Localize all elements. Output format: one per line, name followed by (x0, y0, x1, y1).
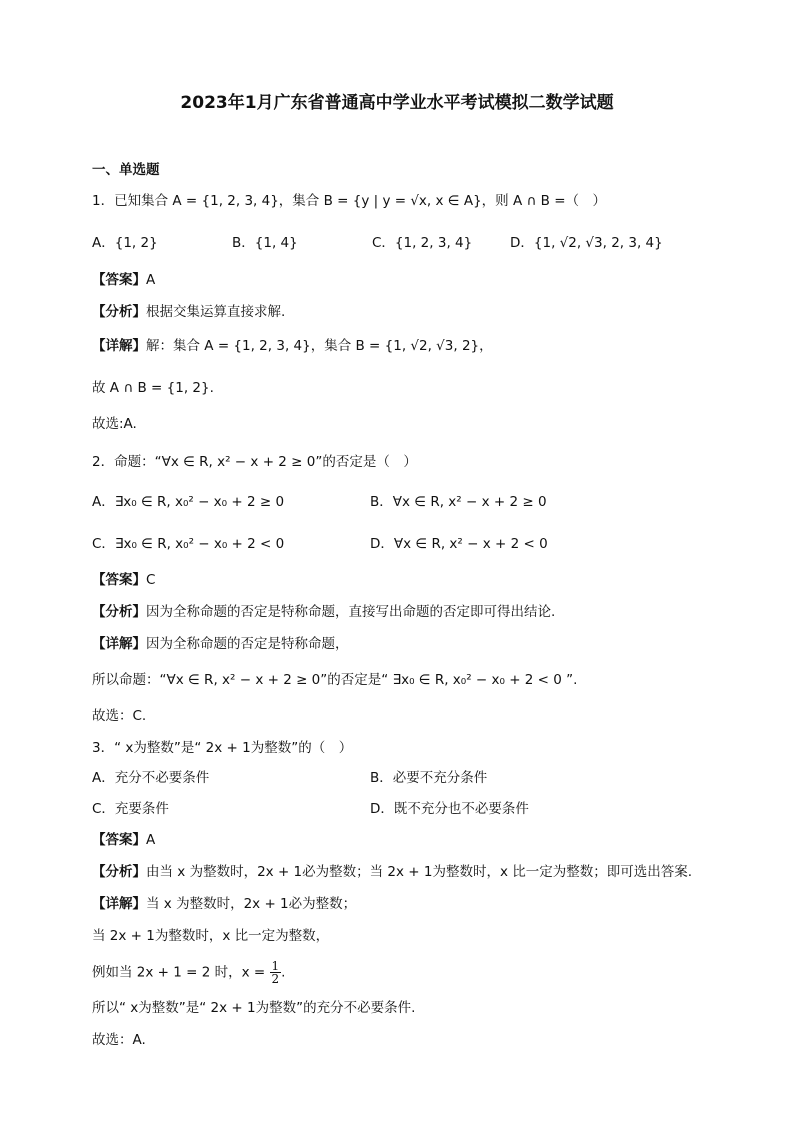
q3-detail-line3 (92, 960, 285, 985)
q1-option-d: D．{1, √2, √3, 2, 3, 4} (510, 235, 663, 251)
analysis-tag: 【分析】 (92, 604, 146, 620)
example-text: 例如当 2x + 1 = 2 时，x = (92, 964, 266, 981)
q3-analysis (92, 862, 692, 882)
analysis-tag: 【分析】 (92, 864, 146, 880)
detail-tag: 【详解】 (92, 338, 146, 354)
detail-tag: 【详解】 (92, 896, 146, 912)
section-heading: 一、单选题 (92, 162, 160, 178)
q3-option-c: C．充要条件 (92, 801, 169, 817)
q1-stem: 1．已知集合 A = {1, 2, 3, 4}，集合 B = {y | y = √x, x ∈ A}，则 A ∩ B =（ ） (92, 193, 607, 209)
page-title: 2023年1月广东省普通高中学业水平考试模拟二数学试题 (180, 93, 614, 113)
q1-answer (92, 270, 155, 290)
answer-value: A (146, 832, 156, 848)
q1-option-a: A．{1, 2} (92, 235, 158, 251)
q1-option-c: C．{1, 2, 3, 4} (372, 235, 473, 251)
fraction-one-half (270, 960, 282, 985)
q2-detail (92, 634, 349, 654)
q2-option-c: C．∃x₀ ∈ R, x₀² − x₀ + 2 < 0 (92, 536, 285, 552)
q2-detail-line2: 所以命题：“∀x ∈ R, x² − x + 2 ≥ 0”的否定是“ ∃x₀ ∈ R, x₀² − x₀ + 2 < 0 ”. (92, 672, 578, 688)
q2-stem: 2．命题：“∀x ∈ R, x² − x + 2 ≥ 0”的否定是（ ） (92, 454, 417, 470)
q1-detail (92, 336, 493, 356)
q2-analysis (92, 602, 555, 622)
q3-option-d: D．既不充分也不必要条件 (370, 801, 529, 817)
q2-option-a: A．∃x₀ ∈ R, x₀² − x₀ + 2 ≥ 0 (92, 494, 285, 510)
q3-option-a: A．充分不必要条件 (92, 770, 210, 786)
q2-choose: 故选：C. (92, 708, 147, 724)
analysis-text: 根据交集运算直接求解. (146, 304, 286, 320)
detail-text: 当 x 为整数时，2x + 1必为整数； (146, 896, 357, 912)
q3-option-b: B．必要不充分条件 (370, 770, 488, 786)
answer-value: C (146, 572, 156, 588)
answer-value: A (146, 272, 156, 288)
q2-option-d: D．∀x ∈ R, x² − x + 2 < 0 (370, 536, 548, 552)
q3-stem: 3．“ x为整数”是“ 2x + 1为整数”的（ ） (92, 740, 353, 756)
analysis-tag: 【分析】 (92, 304, 146, 320)
analysis-text: 由当 x 为整数时，2x + 1必为整数；当 2x + 1为整数时，x 比一定为整数；即可选出答案. (146, 864, 693, 880)
q3-answer (92, 830, 155, 850)
answer-tag: 【答案】 (92, 272, 146, 288)
q3-choose: 故选：A. (92, 1032, 146, 1048)
q3-detail-line4: 所以“ x为整数”是“ 2x + 1为整数”的充分不必要条件. (92, 1000, 416, 1016)
q2-answer (92, 570, 155, 590)
answer-tag: 【答案】 (92, 572, 146, 588)
period: . (281, 964, 286, 981)
fraction-denominator: 2 (271, 972, 280, 986)
q3-detail (92, 894, 356, 914)
detail-text: 解：集合 A = {1, 2, 3, 4}，集合 B = {1, √2, √3, 2}， (146, 338, 493, 354)
detail-text: 因为全称命题的否定是特称命题， (146, 636, 349, 652)
q3-detail-line2: 当 2x + 1为整数时，x 比一定为整数， (92, 928, 330, 944)
analysis-text: 因为全称命题的否定是特称命题，直接写出命题的否定即可得出结论. (146, 604, 556, 620)
q1-choose: 故选:A. (92, 416, 137, 432)
fraction-numerator: 1 (271, 959, 280, 973)
q2-option-b: B．∀x ∈ R, x² − x + 2 ≥ 0 (370, 494, 547, 510)
q1-detail-line2: 故 A ∩ B = {1, 2}. (92, 380, 214, 396)
answer-tag: 【答案】 (92, 832, 146, 848)
q1-analysis (92, 302, 285, 322)
q1-option-b: B．{1, 4} (232, 235, 298, 251)
detail-tag: 【详解】 (92, 636, 146, 652)
